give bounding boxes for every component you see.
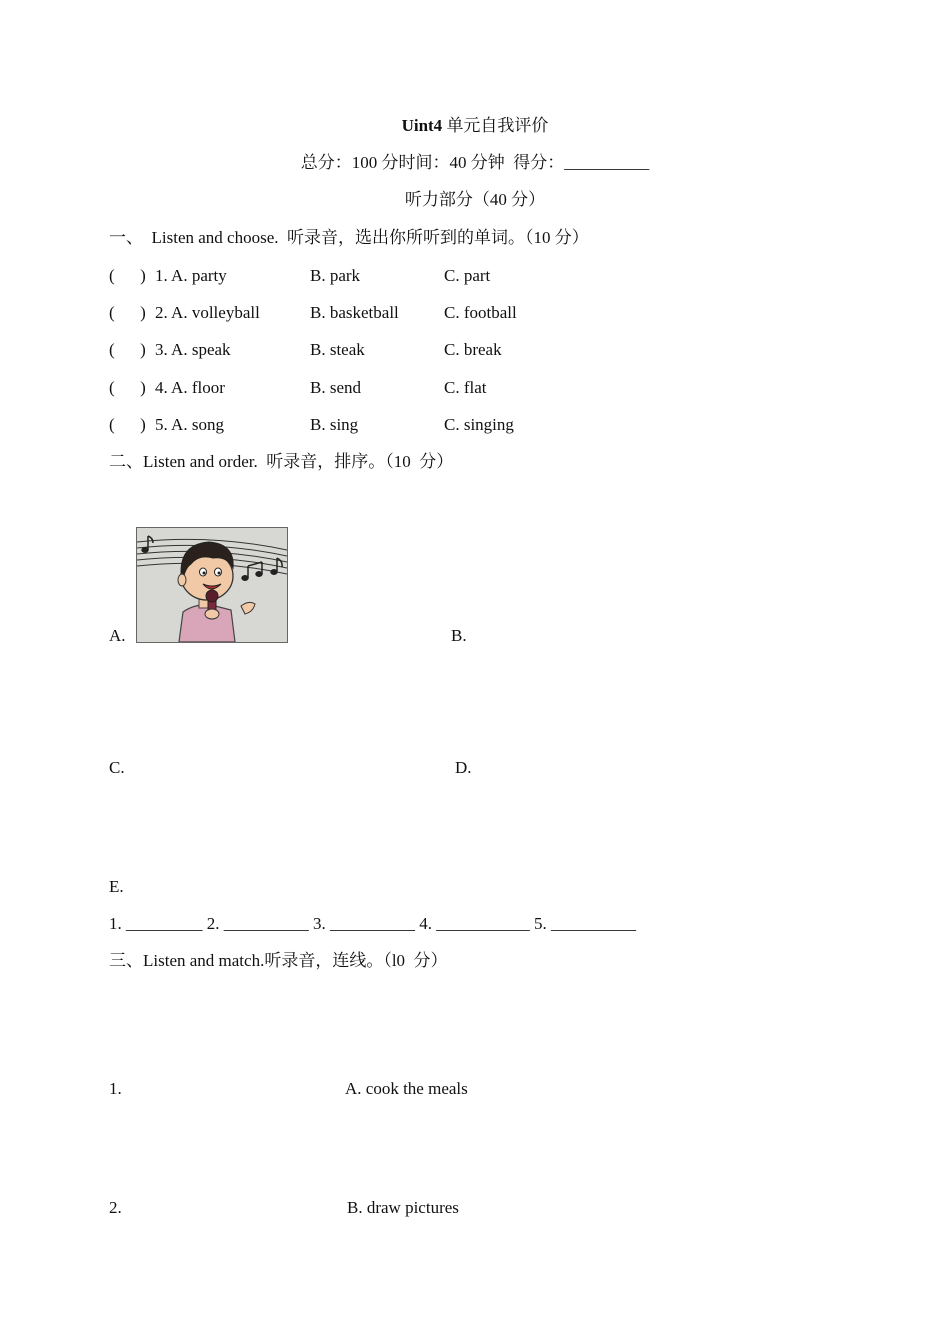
option-a: 2. A. volleyball	[155, 303, 260, 322]
option-c: C. football	[444, 303, 517, 322]
answer-paren[interactable]: ( )	[109, 415, 146, 434]
part3-heading: 三、Listen and match.听录音，连线。（l0 分）	[109, 951, 448, 970]
page-title	[0, 115, 950, 137]
option-a: 5. A. song	[155, 415, 224, 434]
picture-label-a: A.	[109, 626, 126, 645]
option-c: C. part	[444, 266, 491, 285]
match-option[interactable]: A. cook the meals	[345, 1079, 468, 1098]
answer-paren[interactable]: ( )	[109, 266, 146, 285]
picture-label-b: B.	[451, 626, 467, 645]
part1-heading: 一、 Listen and choose. 听录音，选出你所听到的单词。（10 分）	[109, 228, 589, 247]
answer-paren[interactable]: ( )	[109, 378, 146, 397]
order-answer-line[interactable]: 1. _________ 2. __________ 3. __________ 4. ___________ 5. __________	[109, 914, 636, 933]
match-option[interactable]: B. draw pictures	[347, 1198, 459, 1217]
option-b: B. steak	[310, 340, 365, 359]
match-number: 2.	[109, 1198, 122, 1217]
option-b: B. basketball	[310, 303, 399, 322]
score-line: 总分：100 分时间：40 分钟 得分：__________	[300, 153, 650, 172]
option-b: B. sing	[310, 415, 359, 434]
option-a: 1. A. party	[155, 266, 227, 285]
option-a: 4. A. floor	[155, 378, 225, 397]
title-bold: Uint4	[401, 116, 443, 135]
option-c: C. break	[444, 340, 502, 359]
option-a: 3. A. speak	[155, 340, 231, 359]
picture-label-e: E.	[109, 877, 124, 896]
title-rest: 单元自我评价	[442, 116, 549, 135]
option-b: B. park	[310, 266, 361, 285]
option-c: C. singing	[444, 415, 514, 434]
picture-label-c: C.	[109, 758, 125, 777]
option-b: B. send	[310, 378, 361, 397]
singing-boy-illustration	[137, 528, 287, 642]
section-heading: 听力部分（40 分）	[404, 190, 546, 209]
option-c: C. flat	[444, 378, 487, 397]
part2-heading: 二、Listen and order. 听录音，排序。（10 分）	[109, 452, 454, 471]
singing-boy-picture	[136, 527, 288, 643]
match-number: 1.	[109, 1079, 122, 1098]
answer-paren[interactable]: ( )	[109, 303, 146, 322]
picture-label-d: D.	[455, 758, 472, 777]
answer-paren[interactable]: ( )	[109, 340, 146, 359]
